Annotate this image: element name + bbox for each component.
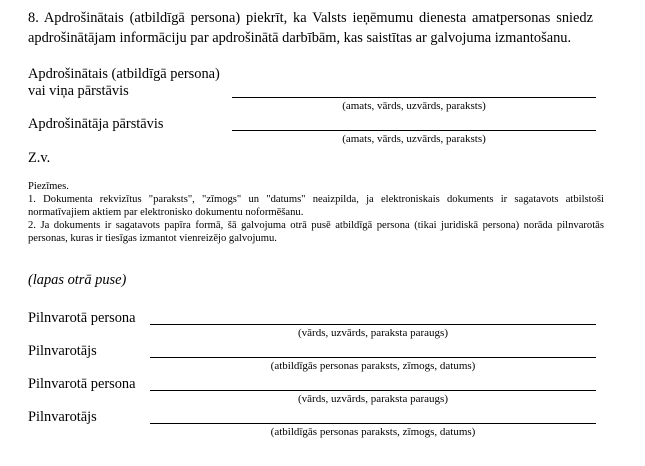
- authorized-person-label-1: Pilnvarotā persona: [28, 310, 136, 326]
- seal-label: Z.v.: [28, 150, 51, 166]
- authorized-person-line-2: [150, 390, 596, 391]
- authorizer-label-1: Pilnvarotājs: [28, 343, 97, 359]
- insurer-signature-line: [232, 130, 596, 131]
- reverse-side-heading: (lapas otrā puse): [28, 272, 127, 288]
- authorized-person-label-2: Pilnvarotā persona: [28, 376, 136, 392]
- authorizer-label-2: Pilnvarotājs: [28, 409, 97, 425]
- insurer-representative-label: Apdrošinātāja pārstāvis: [28, 116, 164, 132]
- authorizer-caption-2: (atbildīgās personas paraksts, zīmogs, datums): [270, 426, 476, 438]
- authorized-person-caption-2: (vārds, uzvārds, paraksta paraugs): [298, 393, 448, 405]
- authorized-person-caption-1: (vārds, uzvārds, paraksta paraugs): [298, 327, 448, 339]
- insurer-signature-caption: (amats, vārds, uzvārds, paraksts): [342, 133, 486, 145]
- note-1: 1. Dokumenta rekvizītus "paraksts", "zīmogs" un "datums" neaizpilda, ja elektroniskais dokuments ir sagatavots atbilstoši normatīvajiem aktiem par elektronisko dokumentu noformēšanu.: [28, 194, 604, 218]
- authorizer-caption-1: (atbildīgās personas paraksts, zīmogs, datums): [270, 360, 476, 372]
- insured-signature-caption: (amats, vārds, uzvārds, paraksts): [342, 100, 486, 112]
- authorizer-line-1: [150, 357, 596, 358]
- clause-8-text: 8. Apdrošinātais (atbildīgā persona) piekrīt, ka Valsts ieņēmumu dienesta amatpersonas sniedz apdrošinātājam informāciju par apdrošinātā darbībām, kas saistītas ar galvojuma izmantošanu.: [28, 10, 593, 46]
- authorizer-line-2: [150, 423, 596, 424]
- authorized-person-line-1: [150, 324, 596, 325]
- notes-title: Piezīmes.: [28, 181, 69, 192]
- notes-section: [28, 180, 604, 245]
- insured-label-line1: Apdrošinātais (atbildīgā persona): [28, 66, 220, 82]
- note-2: 2. Ja dokuments ir sagatavots papīra formā, šā galvojuma otrā pusē atbildīgā persona (tikai juridiskā persona) norāda pilnvarotās personas, kuras ir tiesīgas izmantot vienreizējo galvojumu.: [28, 220, 604, 244]
- insured-label-line2: vai viņa pārstāvis: [28, 83, 129, 99]
- insured-signature-line: [232, 97, 596, 98]
